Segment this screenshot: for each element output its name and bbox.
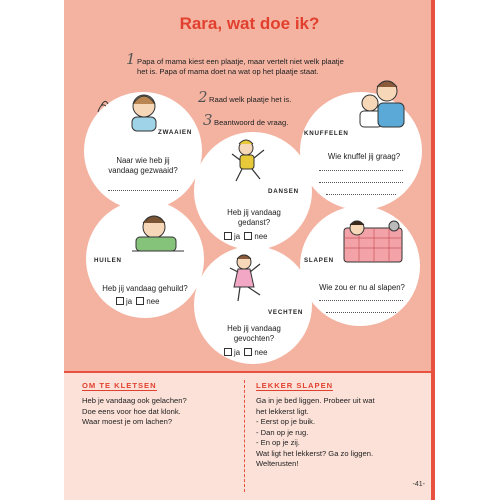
page-edge-accent [431, 0, 435, 500]
step-number: 3 [203, 111, 213, 129]
step-text: Raad welk plaatje het is. [209, 95, 292, 104]
step-2 [198, 88, 292, 106]
card-question: Wie knuffel jij graag? [327, 152, 401, 161]
yes-checkbox[interactable] [224, 348, 232, 356]
yes-no-options [224, 348, 267, 357]
answer-line [108, 190, 178, 191]
page-title: Rara, wat doe ik? [179, 14, 320, 33]
page-number: -41- [412, 481, 425, 488]
yes-label: ja [234, 348, 241, 357]
om-te-kletsen-text: Heb je vandaag ook gelachen? Doe eens voor hoe dat klonk. Waar moest je om lachen? [82, 396, 187, 426]
card-tag: HUILEN [94, 257, 122, 264]
step-text: het is. Papa of mama doet na wat op het plaatje staat. [137, 67, 319, 76]
no-label: nee [146, 297, 160, 306]
answer-line [319, 182, 403, 183]
fighting-child-illustration [222, 250, 282, 310]
step-text: Beantwoord de vraag. [214, 118, 289, 127]
card-question: Naar wie heb jij vandaag gezwaaid? [108, 156, 178, 175]
hugging-parent-child-illustration [342, 75, 422, 130]
no-checkbox[interactable] [244, 232, 252, 240]
sleeping-child-illustration [339, 214, 409, 264]
answer-line [326, 312, 396, 313]
no-label: nee [254, 232, 268, 241]
no-label: nee [254, 348, 268, 357]
om-te-kletsen-heading: OM TE KLETSEN [82, 381, 157, 390]
card-question: Heb jij vandaag gedanst? [227, 208, 281, 227]
lekker-slapen-heading: LEKKER SLAPEN [256, 381, 334, 390]
no-checkbox[interactable] [136, 297, 144, 305]
lekker-slapen-text: Ga in je bed liggen. Probeer uit wat het lekkerst ligt. - Eerst op je buik. - Dan op je rug. - En op je zij. Wat ligt het lekkerst? Ga zo liggen. Welterusten! [256, 396, 375, 468]
answer-line [319, 170, 403, 171]
yes-checkbox[interactable] [116, 297, 124, 305]
answer-line [326, 194, 396, 195]
column-divider [244, 380, 245, 492]
yes-label: ja [234, 232, 241, 241]
yes-label: ja [126, 297, 133, 306]
step-text: Papa of mama kiest een plaatje, maar vertelt niet welk plaatje [137, 57, 344, 66]
divider-line [64, 371, 435, 373]
step-3 [203, 111, 289, 129]
waving-child-illustration [92, 82, 192, 132]
card-question: Wie zou er nu al slapen? [319, 283, 405, 292]
step-number: 1 [126, 50, 136, 68]
yes-checkbox[interactable] [224, 232, 232, 240]
answer-line [319, 300, 403, 301]
card-tag: VECHTEN [268, 309, 304, 316]
card-tag: ZWAAIEN [158, 129, 193, 136]
card-tag: KNUFFELEN [304, 130, 349, 137]
step-1 [126, 50, 344, 77]
card-tag: SLAPEN [304, 257, 334, 264]
card-tag: DANSEN [268, 188, 299, 195]
crying-child-illustration [126, 205, 186, 255]
card-question: Heb jij vandaag gevochten? [227, 324, 281, 343]
step-number: 2 [198, 88, 208, 106]
card-question: Heb jij vandaag gehuild? [102, 284, 188, 293]
yes-no-options [224, 232, 267, 241]
no-checkbox[interactable] [244, 348, 252, 356]
yes-no-options [116, 297, 159, 306]
book-page [64, 0, 435, 500]
dancing-child-illustration [222, 138, 282, 188]
